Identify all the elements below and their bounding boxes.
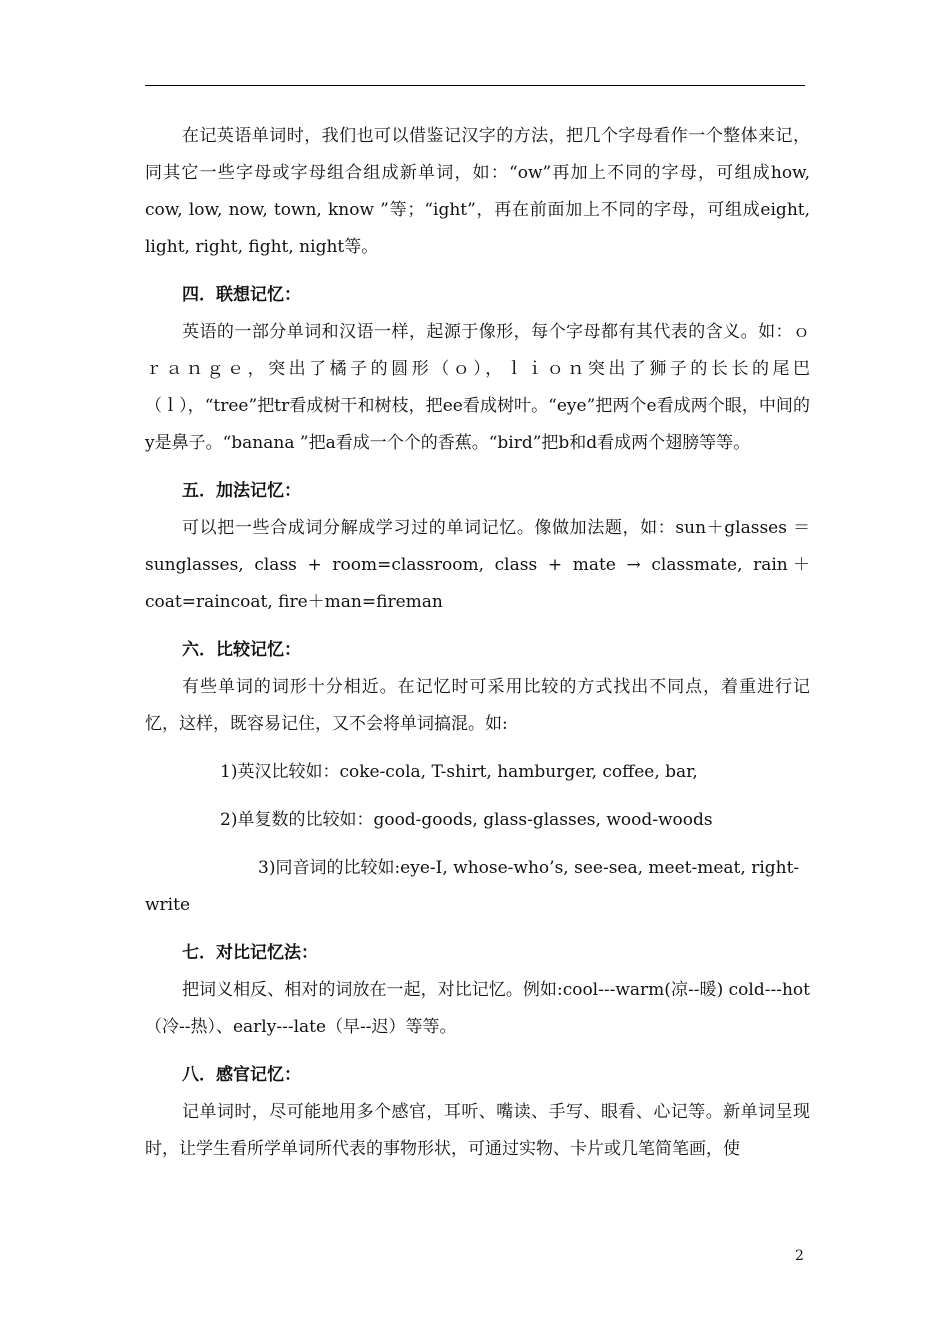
- header-rule: [145, 85, 805, 86]
- comparison-item-1: 1)英汉比较如：coke-cola, T-shirt, hamburger, coffee, bar,: [220, 762, 698, 782]
- section-paragraph-7: 把词义相反、相对的词放在一起，对比记忆。例如:cool---warm(凉--暖) cold---hot（冷--热）、early---late（早--迟）等等。: [145, 980, 810, 1037]
- comparison-item-3: 3)同音词的比较如:eye-I, whose-who’s, see-sea, meet-meat, right-write: [145, 858, 800, 915]
- comparison-item-2: 2)单复数的比较如：good-goods, glass-glasses, wood-woods: [220, 810, 713, 830]
- section-heading-7: 七．对比记忆法：: [182, 943, 318, 963]
- section-heading-5: 五．加法记忆：: [182, 481, 301, 501]
- page-number: 2: [795, 1248, 804, 1264]
- section-heading-4: 四．联想记忆：: [182, 285, 301, 305]
- section-paragraph-5: 可以把一些合成词分解成学习过的单词记忆。像做加法题，如：sun＋glasses ＝sunglasses, class + room=classroom, class + mate → classmate, rain＋coat=raincoat, fire＋man=fireman: [145, 518, 810, 612]
- section-paragraph-6: 有些单词的词形十分相近。在记忆时可采用比较的方式找出不同点，着重进行记忆，这样，既容易记住，又不会将单词搞混。如:: [145, 677, 810, 734]
- section-paragraph-4: 英语的一部分单词和汉语一样，起源于像形，每个字母都有其代表的含义。如：ｏｒａｎｇｅ，突出了橘子的圆形（ｏ），ｌｉｏｎ突出了狮子的长长的尾巴（ｌ），“tree”把tr看成树干和树枝，把ee看成树叶。“eye”把两个e看成两个眼，中间的y是鼻子。“banana ”把a看成一个个的香蕉。“bird”把b和d看成两个翅膀等等。: [145, 322, 810, 453]
- section-paragraph-8: 记单词时，尽可能地用多个感官，耳听、嘴读、手写、眼看、心记等。新单词呈现时，让学生看所学单词所代表的事物形状，可通过实物、卡片或几笔简笔画，使: [145, 1102, 810, 1159]
- section-heading-6: 六．比较记忆：: [182, 640, 301, 660]
- intro-paragraph: 在记英语单词时，我们也可以借鉴记汉字的方法，把几个字母看作一个整体来记，同其它一些字母或字母组合组成新单词，如：“ow”再加上不同的字母，可组成how, cow, low, now, town, know ”等；“ight”，再在前面加上不同的字母，可组成eight, light, right, fight, night等。: [145, 126, 810, 257]
- document-body: [145, 118, 810, 1168]
- section-heading-8: 八．感官记忆：: [182, 1065, 301, 1085]
